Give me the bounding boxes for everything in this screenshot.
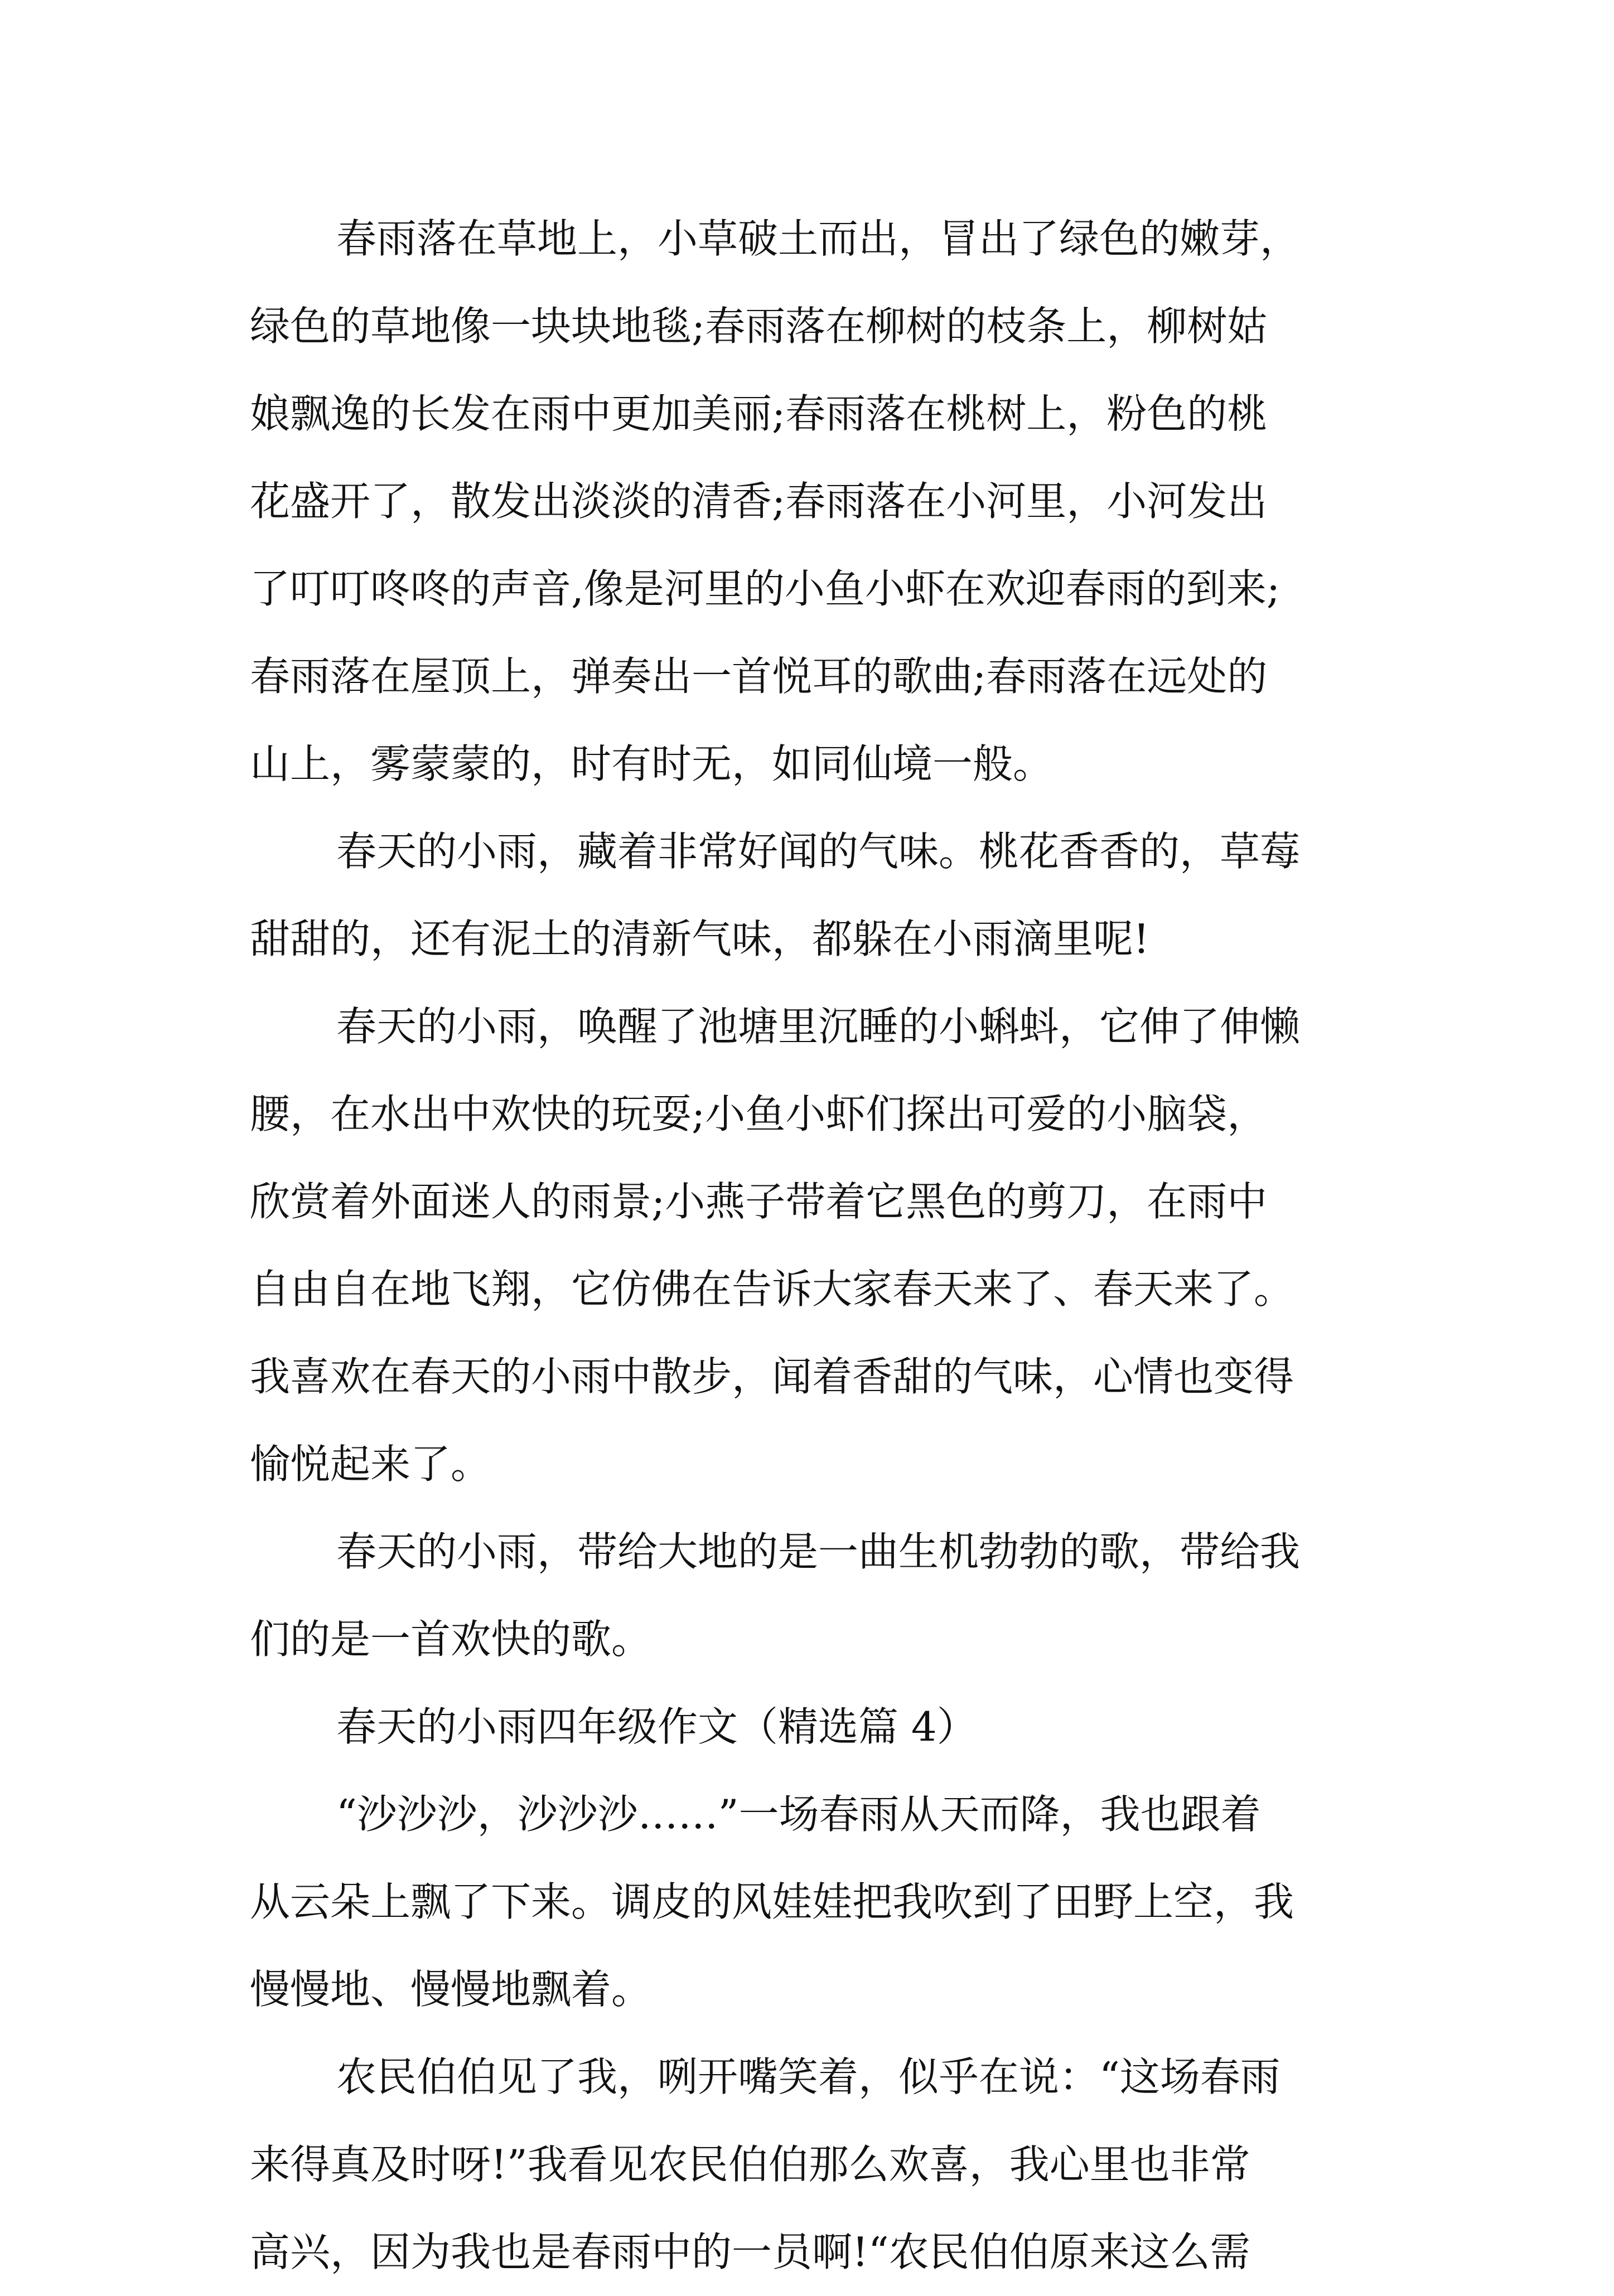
text-line: 春天的小雨，带给大地的是一曲生机勃勃的歌，带给我: [336, 1528, 1301, 1575]
text-line: 自由自在地飞翔，它仿佛在告诉大家春天来了、春天来了。: [250, 1266, 1294, 1312]
text-line: 高兴，因为我也是春雨中的一员啊!“农民伯伯原来这么需: [250, 2229, 1250, 2275]
text-line: 们的是一首欢快的歌。: [250, 1616, 652, 1663]
text-line: 绿色的草地像一块块地毯;春雨落在柳树的枝条上，柳树姑: [250, 303, 1268, 350]
text-line: 春天的小雨，藏着非常好闻的气味。桃花香香的，草莓: [336, 828, 1301, 875]
text-line: 春雨落在屋顶上，弹奏出一首悦耳的歌曲;春雨落在远处的: [250, 653, 1268, 700]
document-body: [250, 195, 1382, 2296]
text-line: 春天的小雨，唤醒了池塘里沉睡的小蝌蚪，它伸了伸懒: [336, 1003, 1301, 1050]
text-line: 从云朵上飘了下来。调皮的风娃娃把我吹到了田野上空，我: [250, 1878, 1294, 1925]
text-line: 愉悦起来了。: [250, 1441, 491, 1488]
text-line: 慢慢地、慢慢地飘着。: [250, 1966, 652, 2013]
text-line: 欣赏着外面迷人的雨景;小燕子带着它黑色的剪刀，在雨中: [250, 1178, 1268, 1225]
text-line: 娘飘逸的长发在雨中更加美丽;春雨落在桃树上，粉色的桃: [250, 390, 1268, 437]
text-line: 山上，雾蒙蒙的，时有时无，如同仙境一般。: [250, 740, 1054, 787]
text-line: 甜甜的，还有泥土的清新气味，都躲在小雨滴里呢!: [250, 916, 1149, 962]
section-heading: 春天的小雨四年级作文（精选篇 4）: [336, 1703, 977, 1750]
text-line: “沙沙沙，沙沙沙……”一场春雨从天而降，我也跟着: [336, 1791, 1261, 1838]
text-line: 了叮叮咚咚的声音,像是河里的小鱼小虾在欢迎春雨的到来;: [250, 565, 1280, 612]
text-line: 花盛开了，散发出淡淡的清香;春雨落在小河里，小河发出: [250, 478, 1268, 525]
text-line: 腰，在水出中欢快的玩耍;小鱼小虾们探出可爱的小脑袋，: [250, 1091, 1268, 1137]
text-line: 春雨落在草地上，小草破土而出，冒出了绿色的嫩芽，: [336, 215, 1301, 262]
text-line: 农民伯伯见了我，咧开嘴笑着，似乎在说：“这场春雨: [336, 2053, 1280, 2100]
text-line: 我喜欢在春天的小雨中散步，闻着香甜的气味，心情也变得: [250, 1353, 1294, 1400]
text-line: 来得真及时呀!”我看见农民伯伯那么欢喜，我心里也非常: [250, 2141, 1250, 2188]
